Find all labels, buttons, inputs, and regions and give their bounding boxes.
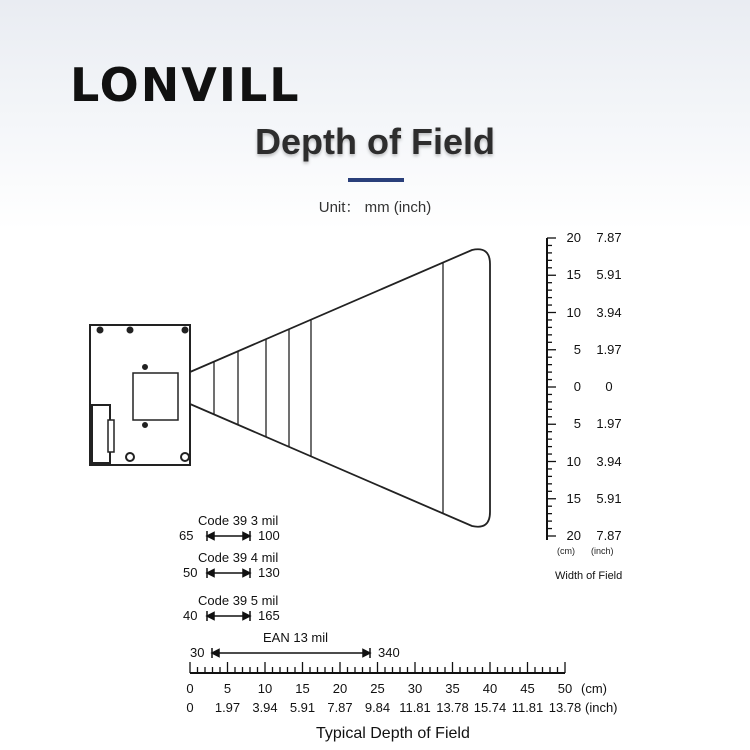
ruler-label-cm: 20	[566, 230, 581, 245]
depth-label-cm: 5	[223, 681, 232, 696]
ruler-label-inch: 0	[605, 379, 613, 394]
width-ruler	[547, 238, 556, 540]
ruler-label-inch: 7.87	[596, 230, 622, 245]
depth-label-inch: 0	[186, 700, 194, 715]
depth-label-inch: 13.78	[548, 700, 582, 715]
depth-label-cm: 30	[407, 681, 423, 696]
depth-label-inch: 11.81	[399, 700, 431, 715]
depth-unit-inch: (inch)	[585, 700, 618, 715]
depth-label-cm: 15	[295, 681, 310, 696]
range-name: EAN 13 mil	[263, 630, 329, 645]
depth-label-inch: 5.91	[289, 700, 316, 715]
range-arrow-head-right	[243, 533, 250, 540]
range-min: 30	[190, 645, 205, 660]
range-arrow-head-right	[243, 613, 250, 620]
width-of-field-caption: Width of Field	[555, 570, 623, 582]
range-name: Code 39 4 mil	[198, 550, 279, 565]
ruler-label-cm: 20	[566, 528, 581, 543]
depth-label-inch: 1.97	[214, 700, 241, 715]
depth-axis-caption: Typical Depth of Field	[316, 725, 470, 742]
depth-label-inch: 7.87	[327, 700, 353, 715]
page-title: Depth of Field	[255, 121, 495, 162]
ruler-label-inch: 7.87	[596, 528, 622, 543]
depth-label-inch: 11.81	[511, 700, 544, 715]
depth-label-cm: 50	[557, 681, 573, 696]
depth-label-cm: 45	[520, 681, 535, 696]
ruler-label-cm: 10	[566, 453, 581, 469]
ruler-label-cm: 5	[573, 416, 581, 432]
ruler-label-cm: 0	[573, 379, 581, 394]
ruler-unit-cm: (cm)	[557, 546, 575, 556]
scan-field-cone	[190, 249, 490, 526]
depth-label-cm: 35	[445, 681, 460, 696]
ruler-label-inch: 3.94	[596, 304, 622, 320]
range-name: Code 39 3 mil	[198, 513, 279, 528]
scanner-module-drawing	[90, 325, 190, 465]
depth-label-cm: 20	[332, 681, 348, 696]
depth-label-cm: 10	[257, 681, 273, 696]
ruler-label-inch: 1.97	[596, 341, 622, 357]
ruler-unit-inch: (inch)	[591, 546, 614, 556]
range-arrow-head-right	[243, 570, 250, 577]
ruler-label-cm: 5	[573, 341, 581, 357]
range-max: 130	[258, 565, 280, 580]
range-arrow-head-left	[207, 570, 214, 577]
range-min: 65	[179, 528, 194, 543]
depth-label-inch: 15.74	[473, 700, 507, 715]
ruler-label-inch: 5.91	[596, 267, 622, 283]
range-max: 340	[378, 645, 400, 660]
range-arrow-head-left	[207, 533, 214, 540]
ruler-label-inch: 5.91	[596, 490, 622, 506]
range-min: 40	[183, 608, 198, 623]
range-arrow-head-left	[207, 613, 214, 620]
range-min: 50	[183, 565, 198, 580]
ruler-label-cm: 15	[566, 267, 581, 283]
range-arrow-head-right	[363, 650, 370, 657]
range-arrow-head-left	[212, 650, 219, 657]
depth-axis-ruler	[190, 662, 565, 673]
depth-label-inch: 3.94	[252, 700, 278, 715]
range-name: Code 39 5 mil	[198, 593, 279, 608]
ruler-label-cm: 10	[566, 304, 581, 320]
depth-label-inch: 9.84	[364, 700, 391, 715]
depth-label-cm: 25	[370, 681, 385, 696]
depth-label-cm: 0	[186, 681, 194, 696]
depth-label-cm: 40	[482, 681, 498, 696]
ruler-label-inch: 1.97	[596, 416, 622, 432]
depth-label-inch: 13.78	[436, 700, 469, 715]
ruler-label-cm: 15	[566, 490, 581, 506]
brand-logo: LONVILL	[70, 58, 301, 112]
range-max: 100	[258, 528, 280, 543]
depth-unit-cm: (cm)	[581, 681, 607, 696]
range-max: 165	[258, 608, 280, 623]
unit-label: Unit： mm (inch)	[318, 199, 432, 216]
ruler-label-inch: 3.94	[596, 453, 622, 469]
